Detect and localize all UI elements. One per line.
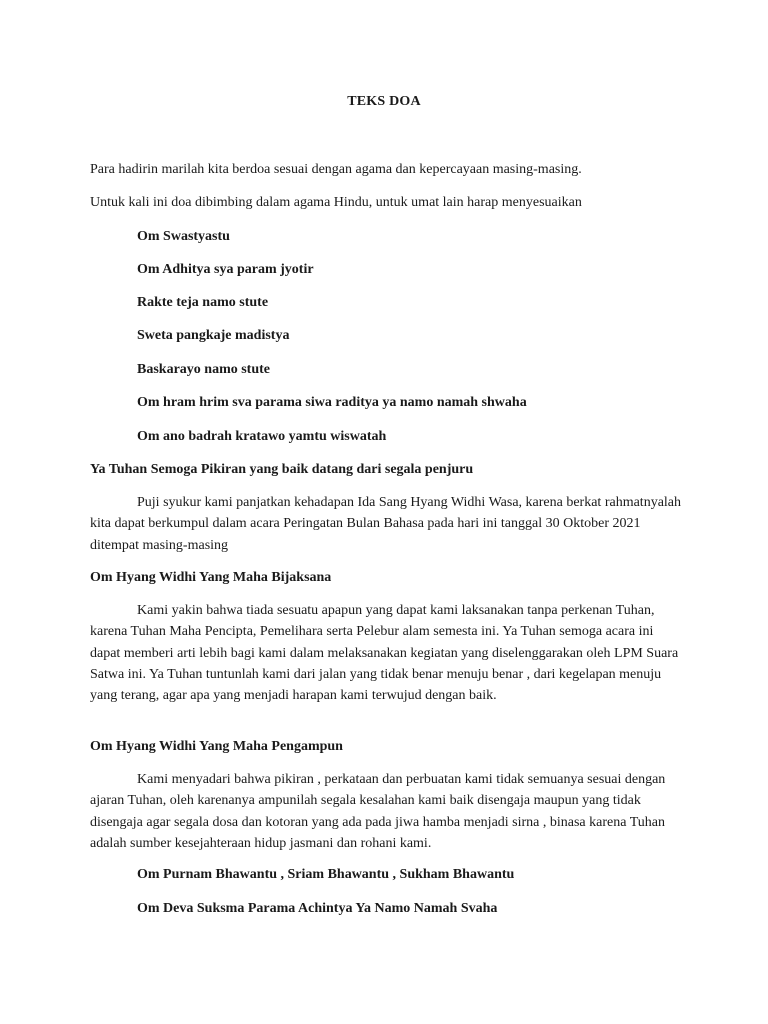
section-heading: Om Hyang Widhi Yang Maha Pengampun bbox=[90, 739, 343, 754]
section-heading: Om Hyang Widhi Yang Maha Bijaksana bbox=[90, 570, 332, 585]
mantra-line: Om ano badrah kratawo yamtu wiswatah bbox=[137, 429, 387, 444]
section-paragraph: Puji syukur kami panjatkan kehadapan Ida Sang Hyang Widhi Wasa, karena berkat rahmatnyalah kita dapat berkumpul dalam acara Peringatan Bulan Bahasa pada hari ini tanggal 30 Oktober 2021 ditempat masing-masing bbox=[90, 495, 682, 553]
mantra-line: Rakte teja namo stute bbox=[137, 295, 269, 310]
mantra-line: Baskarayo namo stute bbox=[137, 362, 271, 377]
mantra-line: Sweta pangkaje madistya bbox=[137, 328, 290, 343]
intro-line-1: Para hadirin marilah kita berdoa sesuai dengan agama dan kepercayaan masing-masing. bbox=[90, 162, 582, 177]
mantra-line: Om Swastyastu bbox=[137, 229, 230, 244]
section-heading: Ya Tuhan Semoga Pikiran yang baik datang dari segala penjuru bbox=[90, 462, 474, 477]
mantra-line: Om Purnam Bhawantu , Sriam Bhawantu , Sukham Bhawantu bbox=[137, 867, 515, 882]
document-title: TEKS DOA bbox=[347, 94, 421, 109]
mantra-line: Om Adhitya sya param jyotir bbox=[137, 262, 314, 277]
intro-line-2: Untuk kali ini doa dibimbing dalam agama Hindu, untuk umat lain harap menyesuaikan bbox=[90, 195, 582, 210]
section-paragraph: Kami yakin bahwa tiada sesuatu apapun yang dapat kami laksanakan tanpa perkenan Tuhan, karena Tuhan Maha Pencipta, Pemelihara serta Pelebur alam semesta ini. Ya Tuhan semoga acara ini dapat memberi arti lebih bagi kami dalam melaksanakan kegiatan yang diselenggarakan oleh LPM Suara Satwa ini. Ya Tuhan tuntunlah kami dari jalan yang tidak benar menuju benar , dari kegelapan menuju yang terang, agar apa yang menjadi harapan kami terwujud dengan baik. bbox=[90, 603, 679, 704]
section-paragraph: Kami menyadari bahwa pikiran , perkataan dan perbuatan kami tidak semuanya sesuai dengan ajaran Tuhan, oleh karenanya ampunilah segala kesalahan kami baik disengaja maupun yang tidak disengaja agar segala dosa dan kotoran yang ada pada jiwa hamba menjadi sirna , binasa karena Tuhan adalah sumber kesejahteraan hidup jasmani dan rohani kami. bbox=[90, 772, 666, 851]
mantra-line: Om hram hrim sva parama siwa raditya ya namo namah shwaha bbox=[137, 395, 527, 410]
mantra-line: Om Deva Suksma Parama Achintya Ya Namo Namah Svaha bbox=[137, 901, 498, 916]
